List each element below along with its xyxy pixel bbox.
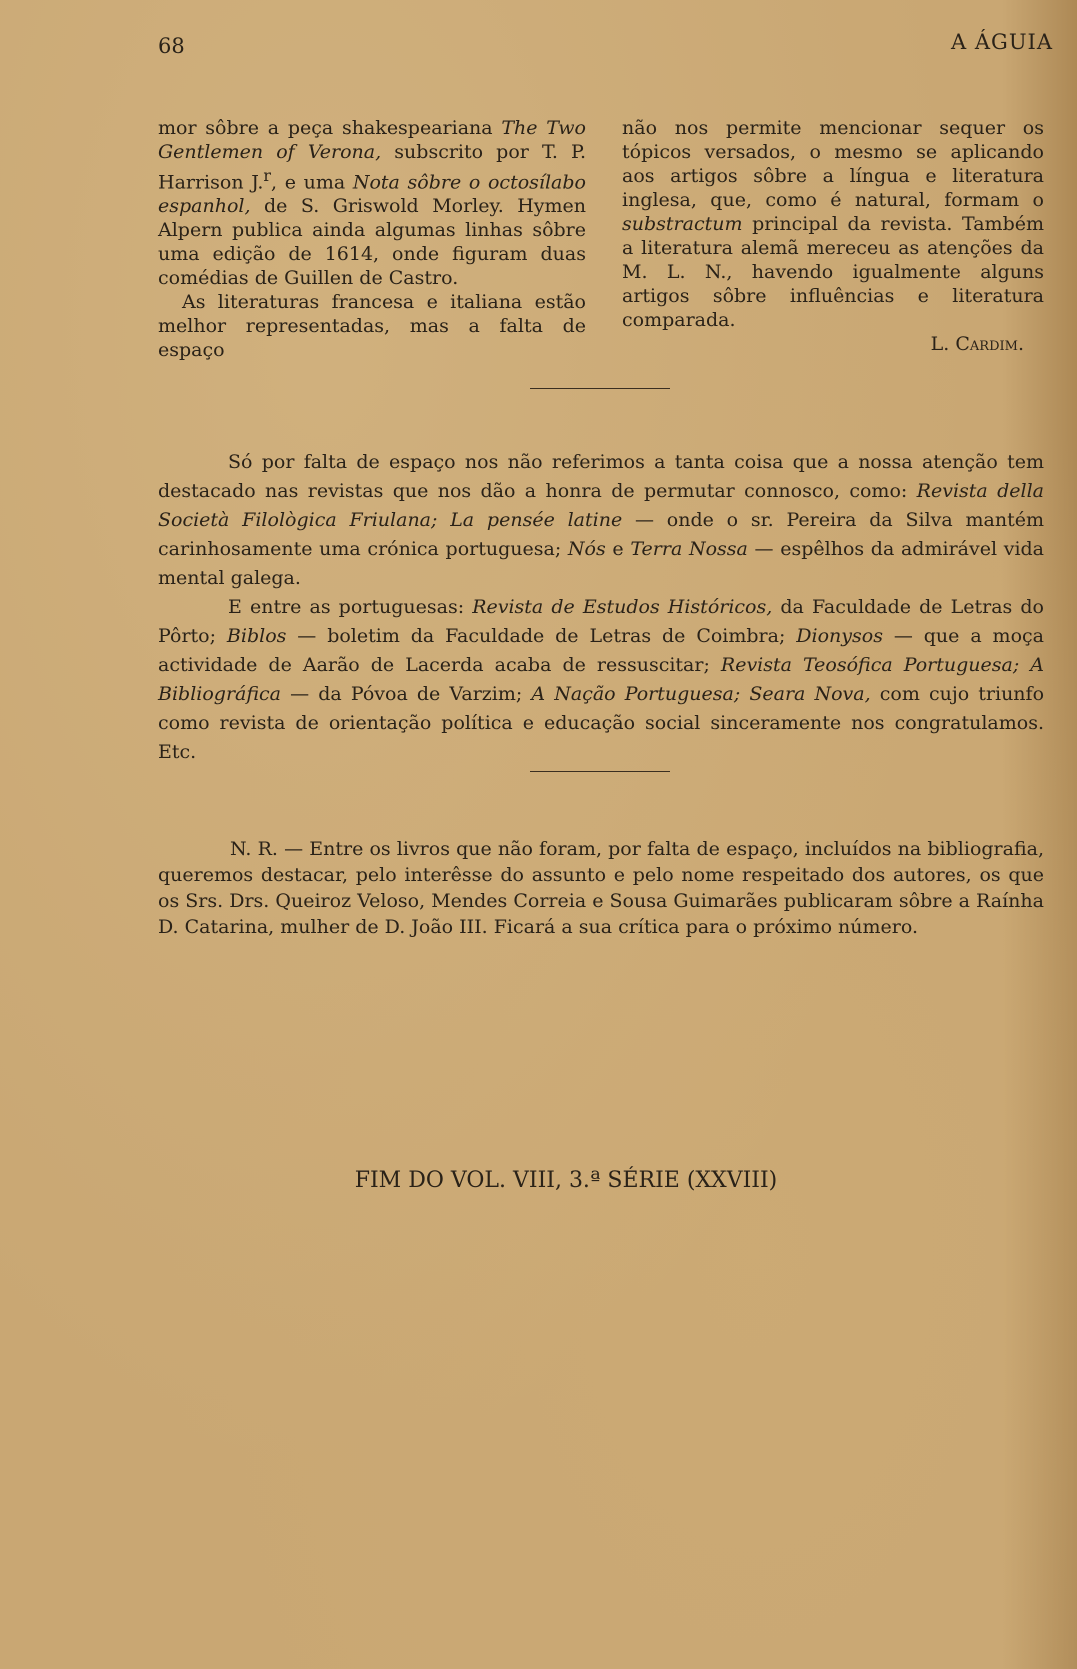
section-divider: [530, 771, 670, 772]
left-column: [158, 116, 586, 362]
editorial-note: [158, 836, 1044, 940]
author-signature: L. Cardim.: [930, 333, 1024, 355]
running-head: A ÁGUIA: [951, 30, 1053, 54]
left-paragraph-1: mor sôbre a peça shakespeariana The Two Gentlemen of Verona, subscrito por T. P. Harrison J.$^r$, e uma Nota sôbre o octosílabo espanhol, de S. Griswold Morley. Hymen Alpern publica ainda algumas linhas sôbre uma edição de 1614, onde figuram duas comédias de Guillen de Castro.: [158, 117, 586, 290]
volume-end-mark: FIM DO VOL. VIII, 3.ª SÉRIE (XXVIII): [354, 1168, 778, 1193]
right-column: [622, 116, 1044, 356]
page-number: 68: [158, 34, 185, 58]
exchange-notice: [158, 448, 1044, 767]
left-paragraph-2: As literaturas francesa e italiana estão melhor representadas, mas a falta de espaço: [158, 291, 586, 362]
right-paragraph: não nos permite mencionar sequer os tópicos versados, o mesmo se aplicando aos artigos sôbre a língua e literatura inglesa, que, como é natural, formam o substractum principal da revista. Também a literatura alemã mereceu as atenções da M. L. N., havendo igualmente alguns artigos sôbre influências e literatura comparada.: [622, 117, 1044, 331]
notice-paragraph-2: E entre as portuguesas: Revista de Estudos Históricos, da Faculdade de Letras do Pôrto; Biblos — boletim da Faculdade de Letras de Coimbra; Dionysos — que a moça actividade de Aarão de Lacerda acaba de ressuscitar; Revista Teosófica Portuguesa; A Bibliográfica — da Póvoa de Varzim; A Nação Portuguesa; Seara Nova, com cujo triunfo como revista de orientação política e educação social sinceramente nos congratulamos. Etc.: [158, 596, 1045, 763]
editorial-note-text: N. R. — Entre os livros que não foram, por falta de espaço, incluídos na bibliografia, queremos destacar, pelo interêsse do assunto e pelo nome respeitado dos autores, os que os Srs. Drs. Queiroz Veloso, Mendes Correia e Sousa Guimarães publicaram sôbre a Raínha D. Catarina, mulher de D. João III. Ficará a sua crítica para o próximo número.: [158, 838, 1044, 938]
notice-paragraph-1: Só por falta de espaço nos não referimos a tanta coisa que a nossa atenção tem destacado nas revistas que nos dão a honra de permutar connosco, como: Revista della Società Filològica Friulana; La pensée latine — onde o sr. Pereira da Silva mantém carinhosamente uma crónica portuguesa; Nós e Terra Nossa — espêlhos da admirável vida mental galega.: [158, 451, 1045, 589]
section-divider: [530, 388, 670, 389]
